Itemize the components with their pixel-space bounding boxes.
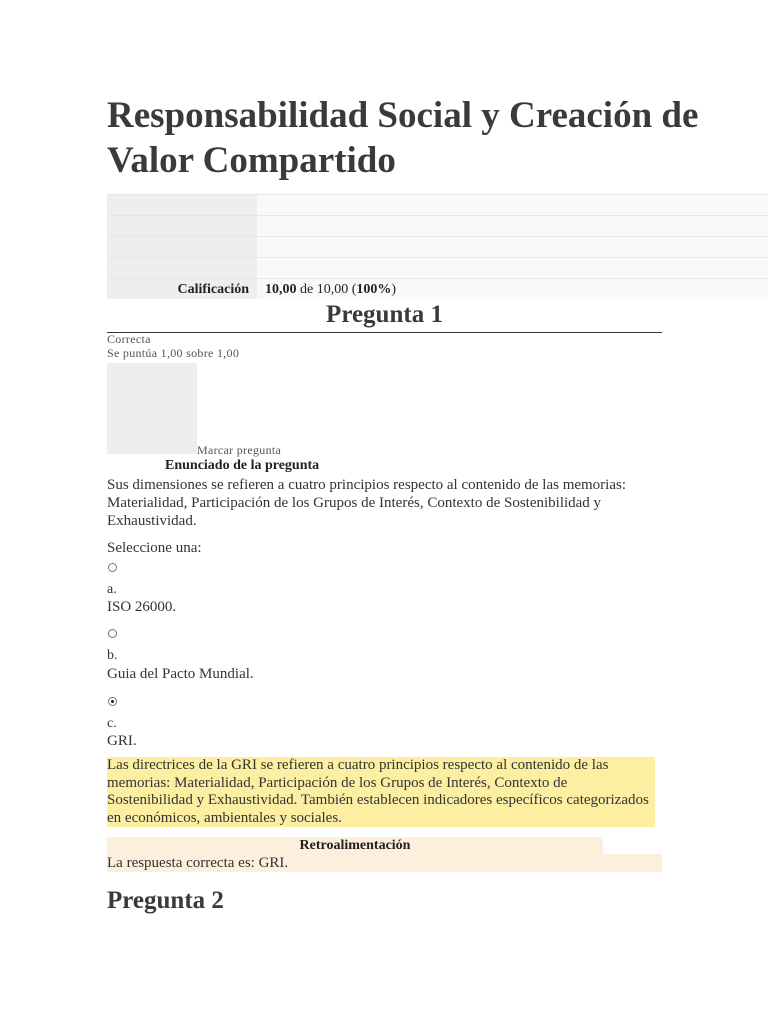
- flag-question-link[interactable]: Marcar pregunta: [197, 443, 282, 457]
- feedback-heading: Retroalimentación: [107, 837, 603, 854]
- option-b-radio[interactable]: [108, 629, 117, 638]
- option-c-letter: c.: [107, 716, 117, 731]
- state-label: Correcta: [107, 332, 151, 346]
- grade-score: 10,00: [265, 282, 297, 297]
- right-answer: La respuesta correcta es: GRI.: [107, 854, 662, 872]
- question-2-heading: Pregunta 2: [107, 887, 224, 914]
- question-state: [107, 332, 239, 360]
- option-a-label[interactable]: ISO 26000.: [107, 599, 177, 615]
- summary-row: [107, 216, 768, 237]
- option-a-radio[interactable]: [108, 563, 117, 572]
- grade-of: de 10,00 (: [296, 282, 357, 297]
- grade-value: [257, 279, 768, 299]
- option-c-radio[interactable]: [108, 697, 117, 706]
- option-b-letter: b.: [107, 648, 118, 663]
- summary-row: [107, 195, 768, 216]
- grade-percent: 100%: [356, 282, 392, 297]
- option-a-letter: a.: [107, 582, 117, 597]
- question-text: Sus dimensiones se refieren a cuatro principios respecto al contenido de las memorias: Materialidad, Participación de los Grupos de Interés, Contexto de Sostenibilidad y Exhaustividad.: [107, 477, 627, 529]
- summary-row-grade: [107, 279, 768, 299]
- page-title: Responsabilidad Social y Creación de Valor Compartido: [107, 95, 699, 181]
- grade-label-question: Se puntúa 1,00 sobre 1,00: [107, 346, 240, 360]
- statement-heading: Enunciado de la pregunta: [165, 458, 320, 473]
- question-1-heading: Pregunta 1: [107, 298, 662, 333]
- select-prompt: Seleccione una:: [107, 540, 202, 556]
- specific-feedback-text: Las directrices de la GRI se refieren a cuatro principios respecto al contenido de las memorias: Materialidad, Participación de los Grupos de Interés, Contexto de Sostenibilidad y Exhaustividad. También establecen indicadores específicos categorizados en económicos, ambientales y sociales.: [107, 757, 649, 826]
- grade-close: ): [391, 282, 397, 297]
- flag-icon[interactable]: [107, 363, 197, 454]
- specific-feedback: [107, 757, 655, 827]
- grade-label: Calificación: [107, 279, 257, 299]
- attempt-summary-table: [107, 194, 768, 299]
- summary-row: [107, 237, 768, 258]
- option-c-label[interactable]: GRI.: [107, 733, 137, 749]
- summary-row: [107, 258, 768, 279]
- option-b-label[interactable]: Guia del Pacto Mundial.: [107, 666, 254, 682]
